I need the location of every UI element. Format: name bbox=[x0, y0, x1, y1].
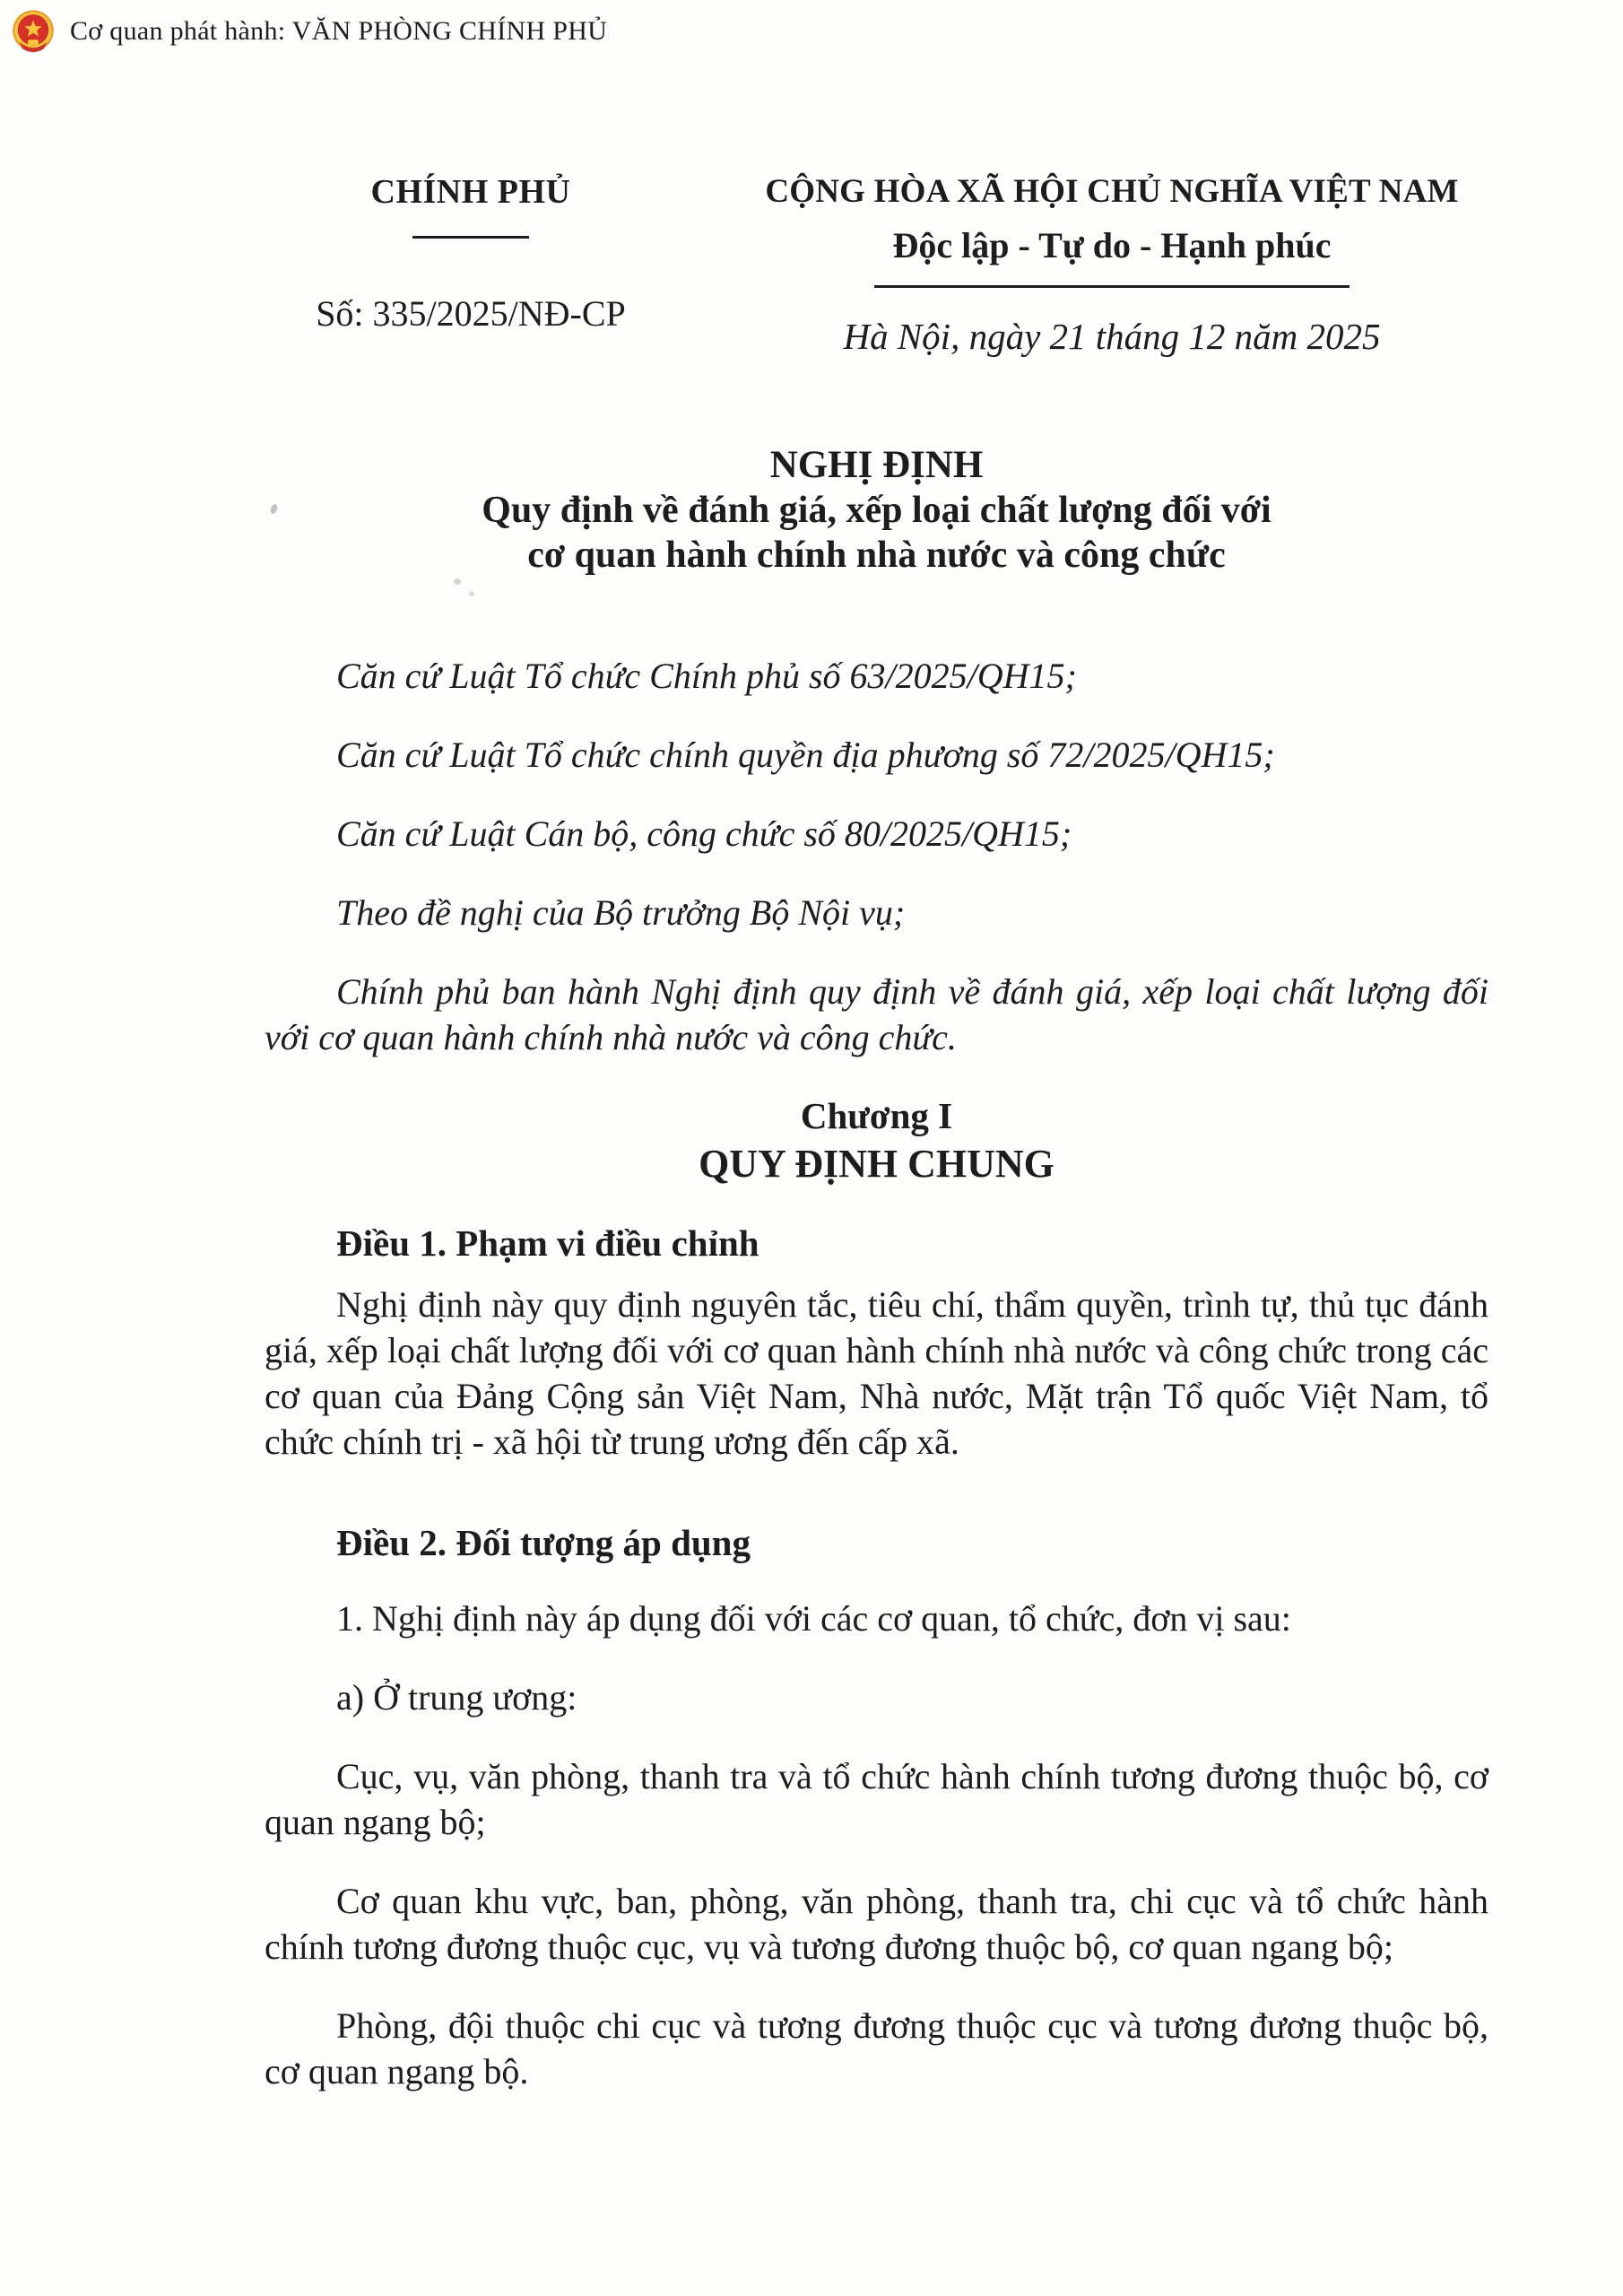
chapter-number: Chương I bbox=[800, 1095, 953, 1136]
article-paragraph: Nghị định này quy định nguyên tắc, tiêu chí, thẩm quyền, trình tự, thủ tục đánh giá, xếp loại chất lượng đối với cơ quan hành chính nhà nước và công chức trong các cơ quan của Đảng Cộng sản Việt Nam, Nhà nước, Mặt trận Tổ quốc Việt Nam, tổ chức chính trị - xã hội từ trung ương đến cấp xã. bbox=[265, 1284, 1488, 1462]
national-title: CỘNG HÒA XÃ HỘI CHỦ NGHĨA VIỆT NAM bbox=[765, 173, 1459, 210]
article-paragraph: Cục, vụ, văn phòng, thanh tra và tổ chức hành chính tương đương thuộc bộ, cơ quan ngang bộ; bbox=[265, 1756, 1488, 1842]
issuer-label: Cơ quan phát hành: VĂN PHÒNG CHÍNH PHỦ bbox=[70, 16, 608, 46]
article-2 bbox=[265, 1520, 1488, 2094]
article-heading: Điều 2. Đối tượng áp dụng bbox=[336, 1522, 751, 1563]
scan-artifact bbox=[469, 591, 474, 596]
national-motto: Độc lập - Tự do - Hạnh phúc bbox=[892, 225, 1332, 265]
chapter-title: QUY ĐỊNH CHUNG bbox=[699, 1142, 1055, 1186]
header-left-column bbox=[278, 175, 664, 332]
document-subtitle-line2: cơ quan hành chính nhà nước và công chức bbox=[527, 535, 1226, 576]
chapter-heading bbox=[265, 1092, 1488, 1189]
issuing-org-name: CHÍNH PHỦ bbox=[370, 173, 571, 211]
document-header bbox=[0, 175, 1623, 355]
issuer-banner bbox=[9, 7, 607, 56]
document-number: Số: 335/2025/NĐ-CP bbox=[316, 293, 626, 334]
article-paragraph: 1. Nghị định này áp dụng đối với các cơ quan, tổ chức, đơn vị sau: bbox=[336, 1598, 1291, 1639]
recital: Theo đề nghị của Bộ trưởng Bộ Nội vụ; bbox=[336, 892, 906, 933]
header-right-column bbox=[735, 175, 1488, 355]
vietnam-emblem-icon bbox=[9, 7, 57, 56]
document-type-title: NGHỊ ĐỊNH bbox=[769, 444, 984, 486]
article-paragraph: Cơ quan khu vực, ban, phòng, văn phòng, thanh tra, chi cục và tổ chức hành chính tương đương thuộc cục, vụ và tương đương thuộc bộ, cơ quan ngang bộ; bbox=[265, 1881, 1488, 1967]
article-1 bbox=[265, 1221, 1488, 1465]
enactment-paragraph: Chính phủ ban hành Nghị định quy định về đánh giá, xếp loại chất lượng đối với cơ quan hành chính nhà nước và công chức. bbox=[265, 971, 1488, 1057]
title-block bbox=[265, 443, 1488, 578]
recitals-section bbox=[265, 653, 1488, 1060]
scan-artifact bbox=[454, 578, 461, 585]
article-heading: Điều 1. Phạm vi điều chỉnh bbox=[336, 1222, 759, 1264]
article-paragraph: Phòng, đội thuộc chi cục và tương đương thuộc cục và tương đương thuộc bộ, cơ quan ngang bộ. bbox=[265, 2005, 1488, 2092]
document-body bbox=[265, 443, 1488, 2094]
article-paragraph: a) Ở trung ương: bbox=[336, 1677, 577, 1718]
document-subtitle-line1: Quy định về đánh giá, xếp loại chất lượng đối với bbox=[482, 490, 1271, 531]
place-and-date: Hà Nội, ngày 21 tháng 12 năm 2025 bbox=[843, 316, 1381, 357]
motto-divider-line bbox=[874, 285, 1350, 288]
org-divider-line bbox=[412, 236, 529, 239]
recital: Căn cứ Luật Cán bộ, công chức số 80/2025/QH15; bbox=[336, 813, 1072, 854]
recital: Căn cứ Luật Tổ chức Chính phủ số 63/2025/QH15; bbox=[336, 656, 1077, 696]
recital: Căn cứ Luật Tổ chức chính quyền địa phương số 72/2025/QH15; bbox=[336, 735, 1275, 775]
